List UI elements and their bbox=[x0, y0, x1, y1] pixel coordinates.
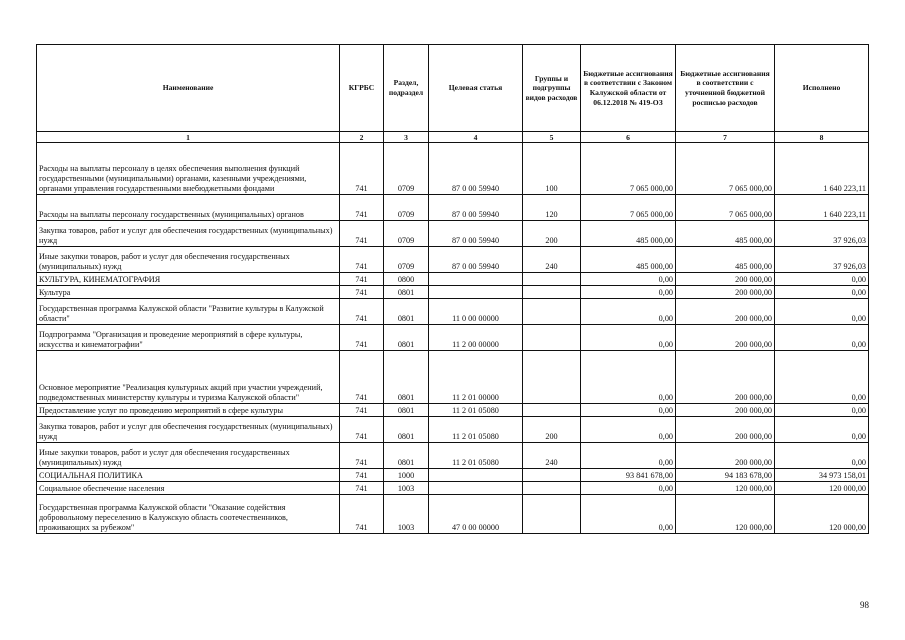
row-refined-amount: 120 000,00 bbox=[676, 482, 775, 495]
row-section: 0801 bbox=[384, 351, 429, 404]
table-row bbox=[37, 325, 869, 351]
row-name: Закупка товаров, работ и услуг для обеспечения государственных (муниципальных) нужд bbox=[37, 417, 340, 443]
column-number: 5 bbox=[523, 132, 581, 143]
column-number: 4 bbox=[429, 132, 523, 143]
column-number: 2 bbox=[340, 132, 384, 143]
row-section: 0709 bbox=[384, 221, 429, 247]
table-row bbox=[37, 221, 869, 247]
row-group bbox=[523, 273, 581, 286]
row-executed-amount: 0,00 bbox=[775, 351, 869, 404]
row-law-amount: 0,00 bbox=[581, 325, 676, 351]
column-number: 1 bbox=[37, 132, 340, 143]
row-section: 1000 bbox=[384, 469, 429, 482]
header-name: Наименование bbox=[37, 45, 340, 132]
table-row bbox=[37, 417, 869, 443]
row-refined-amount: 200 000,00 bbox=[676, 273, 775, 286]
table-row bbox=[37, 143, 869, 195]
row-name: Закупка товаров, работ и услуг для обеспечения государственных (муниципальных) нужд bbox=[37, 221, 340, 247]
row-group bbox=[523, 495, 581, 534]
row-target: 87 0 00 59940 bbox=[429, 195, 523, 221]
row-target bbox=[429, 482, 523, 495]
header-groups: Группы и подгруппы видов расходов bbox=[523, 45, 581, 132]
row-section: 0801 bbox=[384, 286, 429, 299]
row-law-amount: 0,00 bbox=[581, 482, 676, 495]
row-name: Государственная программа Калужской области "Оказание содействия добровольному переселению в Калужскую область соотечественников, проживающих за рубежом" bbox=[37, 495, 340, 534]
row-refined-amount: 200 000,00 bbox=[676, 351, 775, 404]
row-law-amount: 0,00 bbox=[581, 443, 676, 469]
row-group bbox=[523, 325, 581, 351]
row-kgrbs: 741 bbox=[340, 325, 384, 351]
row-law-amount: 0,00 bbox=[581, 404, 676, 417]
row-law-amount: 0,00 bbox=[581, 299, 676, 325]
table-row bbox=[37, 299, 869, 325]
row-section: 0801 bbox=[384, 417, 429, 443]
row-executed-amount: 120 000,00 bbox=[775, 482, 869, 495]
row-kgrbs: 741 bbox=[340, 443, 384, 469]
row-group: 200 bbox=[523, 417, 581, 443]
row-executed-amount: 1 640 223,11 bbox=[775, 143, 869, 195]
row-executed-amount: 0,00 bbox=[775, 299, 869, 325]
row-refined-amount: 200 000,00 bbox=[676, 299, 775, 325]
row-section: 0709 bbox=[384, 247, 429, 273]
row-section: 0709 bbox=[384, 143, 429, 195]
row-name: СОЦИАЛЬНАЯ ПОЛИТИКА bbox=[37, 469, 340, 482]
table-row bbox=[37, 482, 869, 495]
row-section: 0801 bbox=[384, 404, 429, 417]
header-executed: Исполнено bbox=[775, 45, 869, 132]
row-kgrbs: 741 bbox=[340, 286, 384, 299]
row-executed-amount: 37 926,03 bbox=[775, 221, 869, 247]
page-number: 98 bbox=[860, 600, 869, 610]
row-kgrbs: 741 bbox=[340, 482, 384, 495]
row-law-amount: 0,00 bbox=[581, 495, 676, 534]
row-refined-amount: 200 000,00 bbox=[676, 404, 775, 417]
column-number: 6 bbox=[581, 132, 676, 143]
row-refined-amount: 200 000,00 bbox=[676, 443, 775, 469]
row-name: Культура bbox=[37, 286, 340, 299]
row-target: 11 0 00 00000 bbox=[429, 299, 523, 325]
row-refined-amount: 200 000,00 bbox=[676, 325, 775, 351]
row-target: 11 2 01 05080 bbox=[429, 417, 523, 443]
row-kgrbs: 741 bbox=[340, 417, 384, 443]
row-target: 11 2 01 05080 bbox=[429, 443, 523, 469]
header-row bbox=[37, 45, 869, 132]
row-name: Иные закупки товаров, работ и услуг для обеспечения государственных (муниципальных) нужд bbox=[37, 247, 340, 273]
column-number: 3 bbox=[384, 132, 429, 143]
row-section: 1003 bbox=[384, 482, 429, 495]
table-row bbox=[37, 286, 869, 299]
row-refined-amount: 485 000,00 bbox=[676, 247, 775, 273]
header-section: Раздел, подраздел bbox=[384, 45, 429, 132]
row-kgrbs: 741 bbox=[340, 143, 384, 195]
row-kgrbs: 741 bbox=[340, 195, 384, 221]
row-section: 0800 bbox=[384, 273, 429, 286]
row-target: 11 2 01 05080 bbox=[429, 404, 523, 417]
row-law-amount: 0,00 bbox=[581, 286, 676, 299]
row-name: Расходы на выплаты персоналу государственных (муниципальных) органов bbox=[37, 195, 340, 221]
row-kgrbs: 741 bbox=[340, 221, 384, 247]
row-name: Предоставление услуг по проведению мероприятий в сфере культуры bbox=[37, 404, 340, 417]
column-number: 7 bbox=[676, 132, 775, 143]
row-refined-amount: 485 000,00 bbox=[676, 221, 775, 247]
row-section: 1003 bbox=[384, 495, 429, 534]
row-kgrbs: 741 bbox=[340, 351, 384, 404]
row-kgrbs: 741 bbox=[340, 469, 384, 482]
header-refined-allocations: Бюджетные ассигнования в соответствии с уточненной бюджетной росписью расходов bbox=[676, 45, 775, 132]
row-kgrbs: 741 bbox=[340, 247, 384, 273]
row-executed-amount: 120 000,00 bbox=[775, 495, 869, 534]
row-executed-amount: 37 926,03 bbox=[775, 247, 869, 273]
row-target: 87 0 00 59940 bbox=[429, 221, 523, 247]
row-refined-amount: 7 065 000,00 bbox=[676, 143, 775, 195]
row-executed-amount: 34 973 158,01 bbox=[775, 469, 869, 482]
row-target: 87 0 00 59940 bbox=[429, 247, 523, 273]
row-refined-amount: 94 183 678,00 bbox=[676, 469, 775, 482]
row-name: КУЛЬТУРА, КИНЕМАТОГРАФИЯ bbox=[37, 273, 340, 286]
row-refined-amount: 200 000,00 bbox=[676, 417, 775, 443]
table-row bbox=[37, 495, 869, 534]
row-group bbox=[523, 404, 581, 417]
row-group bbox=[523, 299, 581, 325]
table-row bbox=[37, 404, 869, 417]
row-target bbox=[429, 273, 523, 286]
row-target: 87 0 00 59940 bbox=[429, 143, 523, 195]
row-section: 0801 bbox=[384, 325, 429, 351]
row-name: Подпрограмма "Организация и проведение мероприятий в сфере культуры, искусства и кинематографии" bbox=[37, 325, 340, 351]
row-law-amount: 0,00 bbox=[581, 351, 676, 404]
row-refined-amount: 120 000,00 bbox=[676, 495, 775, 534]
column-number-row bbox=[37, 132, 869, 143]
row-group: 240 bbox=[523, 247, 581, 273]
header-target: Целевая статья bbox=[429, 45, 523, 132]
table-row bbox=[37, 443, 869, 469]
row-section: 0801 bbox=[384, 443, 429, 469]
row-name: Государственная программа Калужской области "Развитие культуры в Калужской области" bbox=[37, 299, 340, 325]
row-executed-amount: 0,00 bbox=[775, 273, 869, 286]
table-row bbox=[37, 247, 869, 273]
row-name: Расходы на выплаты персоналу в целях обеспечения выполнения функций государственными (муниципальными) органами, казенными учреждениями, органами управления государственными внебюджетными фондами bbox=[37, 143, 340, 195]
row-law-amount: 485 000,00 bbox=[581, 221, 676, 247]
row-section: 0801 bbox=[384, 299, 429, 325]
row-kgrbs: 741 bbox=[340, 404, 384, 417]
header-kgrbs: КГРБС bbox=[340, 45, 384, 132]
row-kgrbs: 741 bbox=[340, 273, 384, 286]
row-executed-amount: 0,00 bbox=[775, 325, 869, 351]
row-executed-amount: 0,00 bbox=[775, 443, 869, 469]
row-group: 200 bbox=[523, 221, 581, 247]
row-group bbox=[523, 351, 581, 404]
table-row bbox=[37, 273, 869, 286]
row-target: 47 0 00 00000 bbox=[429, 495, 523, 534]
row-executed-amount: 0,00 bbox=[775, 417, 869, 443]
row-law-amount: 485 000,00 bbox=[581, 247, 676, 273]
budget-table bbox=[36, 44, 869, 534]
row-executed-amount: 0,00 bbox=[775, 286, 869, 299]
row-target: 11 2 00 00000 bbox=[429, 325, 523, 351]
row-law-amount: 7 065 000,00 bbox=[581, 195, 676, 221]
row-law-amount: 0,00 bbox=[581, 417, 676, 443]
row-group: 100 bbox=[523, 143, 581, 195]
table-body bbox=[37, 143, 869, 534]
header-law-allocations: Бюджетные ассигнования в соответствии с Законом Калужской области от 06.12.2018 № 419-ОЗ bbox=[581, 45, 676, 132]
row-kgrbs: 741 bbox=[340, 299, 384, 325]
column-number: 8 bbox=[775, 132, 869, 143]
row-name: Иные закупки товаров, работ и услуг для обеспечения государственных (муниципальных) нужд bbox=[37, 443, 340, 469]
row-target bbox=[429, 469, 523, 482]
row-target: 11 2 01 00000 bbox=[429, 351, 523, 404]
table-row bbox=[37, 351, 869, 404]
row-executed-amount: 1 640 223,11 bbox=[775, 195, 869, 221]
row-law-amount: 0,00 bbox=[581, 273, 676, 286]
row-group bbox=[523, 469, 581, 482]
row-group bbox=[523, 286, 581, 299]
row-refined-amount: 200 000,00 bbox=[676, 286, 775, 299]
row-name: Социальное обеспечение населения bbox=[37, 482, 340, 495]
row-group: 240 bbox=[523, 443, 581, 469]
row-law-amount: 7 065 000,00 bbox=[581, 143, 676, 195]
row-law-amount: 93 841 678,00 bbox=[581, 469, 676, 482]
row-group: 120 bbox=[523, 195, 581, 221]
row-group bbox=[523, 482, 581, 495]
row-name: Основное мероприятие "Реализация культурных акций при участии учреждений, подведомственных министерству культуры и туризма Калужской области" bbox=[37, 351, 340, 404]
table-row bbox=[37, 469, 869, 482]
row-kgrbs: 741 bbox=[340, 495, 384, 534]
table-row bbox=[37, 195, 869, 221]
row-executed-amount: 0,00 bbox=[775, 404, 869, 417]
row-section: 0709 bbox=[384, 195, 429, 221]
row-target bbox=[429, 286, 523, 299]
row-refined-amount: 7 065 000,00 bbox=[676, 195, 775, 221]
